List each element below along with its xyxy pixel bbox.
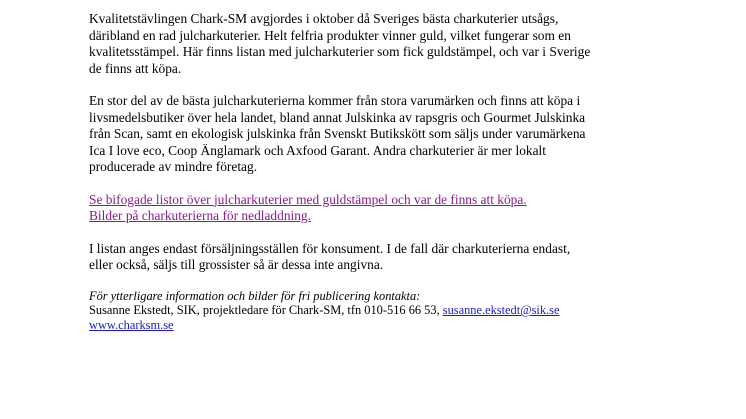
text-line: från Scan, samt en ekologisk julskinka från Svenskt Butikskött som säljs under varumärkena bbox=[89, 126, 586, 141]
website-link[interactable]: www.charksm.se bbox=[89, 317, 174, 332]
brands-paragraph bbox=[89, 93, 669, 176]
text-line: Kvalitetstävlingen Chark-SM avgjordes i oktober då Sveriges bästa charkuterier utsågs, bbox=[89, 11, 559, 26]
gold-list-link[interactable]: Se bifogade listor över julcharkuterier med guldstämpel och var de finns att köpa. bbox=[89, 191, 527, 207]
contact-intro: För ytterligare information och bilder för fri publicering kontakta: bbox=[89, 288, 421, 303]
text-line: de finns att köpa. bbox=[89, 60, 182, 76]
text-line: I listan anges endast försäljningsställen för konsument. I de fall där charkuterierna endast, bbox=[89, 240, 571, 256]
retail-note-paragraph bbox=[89, 241, 669, 274]
text-line: kvalitetsstämpel. Här finns listan med julcharkuterier som fick guldstämpel, och var i Sverige bbox=[89, 44, 591, 59]
contact-person-line bbox=[89, 303, 669, 318]
images-download-link[interactable]: Bilder på charkuterierna för nedladdning. bbox=[89, 208, 311, 223]
attachment-links bbox=[89, 192, 669, 225]
text-line: producerade av mindre företag. bbox=[89, 159, 258, 174]
text-line: eller också, säljs till grossister så är dessa inte angivna. bbox=[89, 257, 384, 272]
text-line: En stor del av de bästa julcharkuterierna kommer från stora varumärken och finns att köpa i bbox=[89, 93, 581, 108]
email-link[interactable]: susanne.ekstedt@sik.se bbox=[442, 303, 560, 317]
text-line: däribland en rad julcharkuterier. Helt felfria produkter vinner guld, vilket fungerar som en bbox=[89, 27, 571, 43]
intro-paragraph bbox=[89, 11, 669, 77]
press-release-body bbox=[89, 11, 669, 332]
text-line: Ica I love eco, Coop Änglamark och Axfood Garant. Andra charkuterier är mer lokalt bbox=[89, 142, 546, 158]
text-line: livsmedelsbutiker över hela landet, bland annat Julskinka av rapsgris och Gourmet Julskinka bbox=[89, 109, 586, 125]
contact-block bbox=[89, 289, 669, 333]
contact-person: Susanne Ekstedt, SIK, projektledare för Chark-SM, tfn 010-516 66 53, bbox=[89, 303, 443, 317]
